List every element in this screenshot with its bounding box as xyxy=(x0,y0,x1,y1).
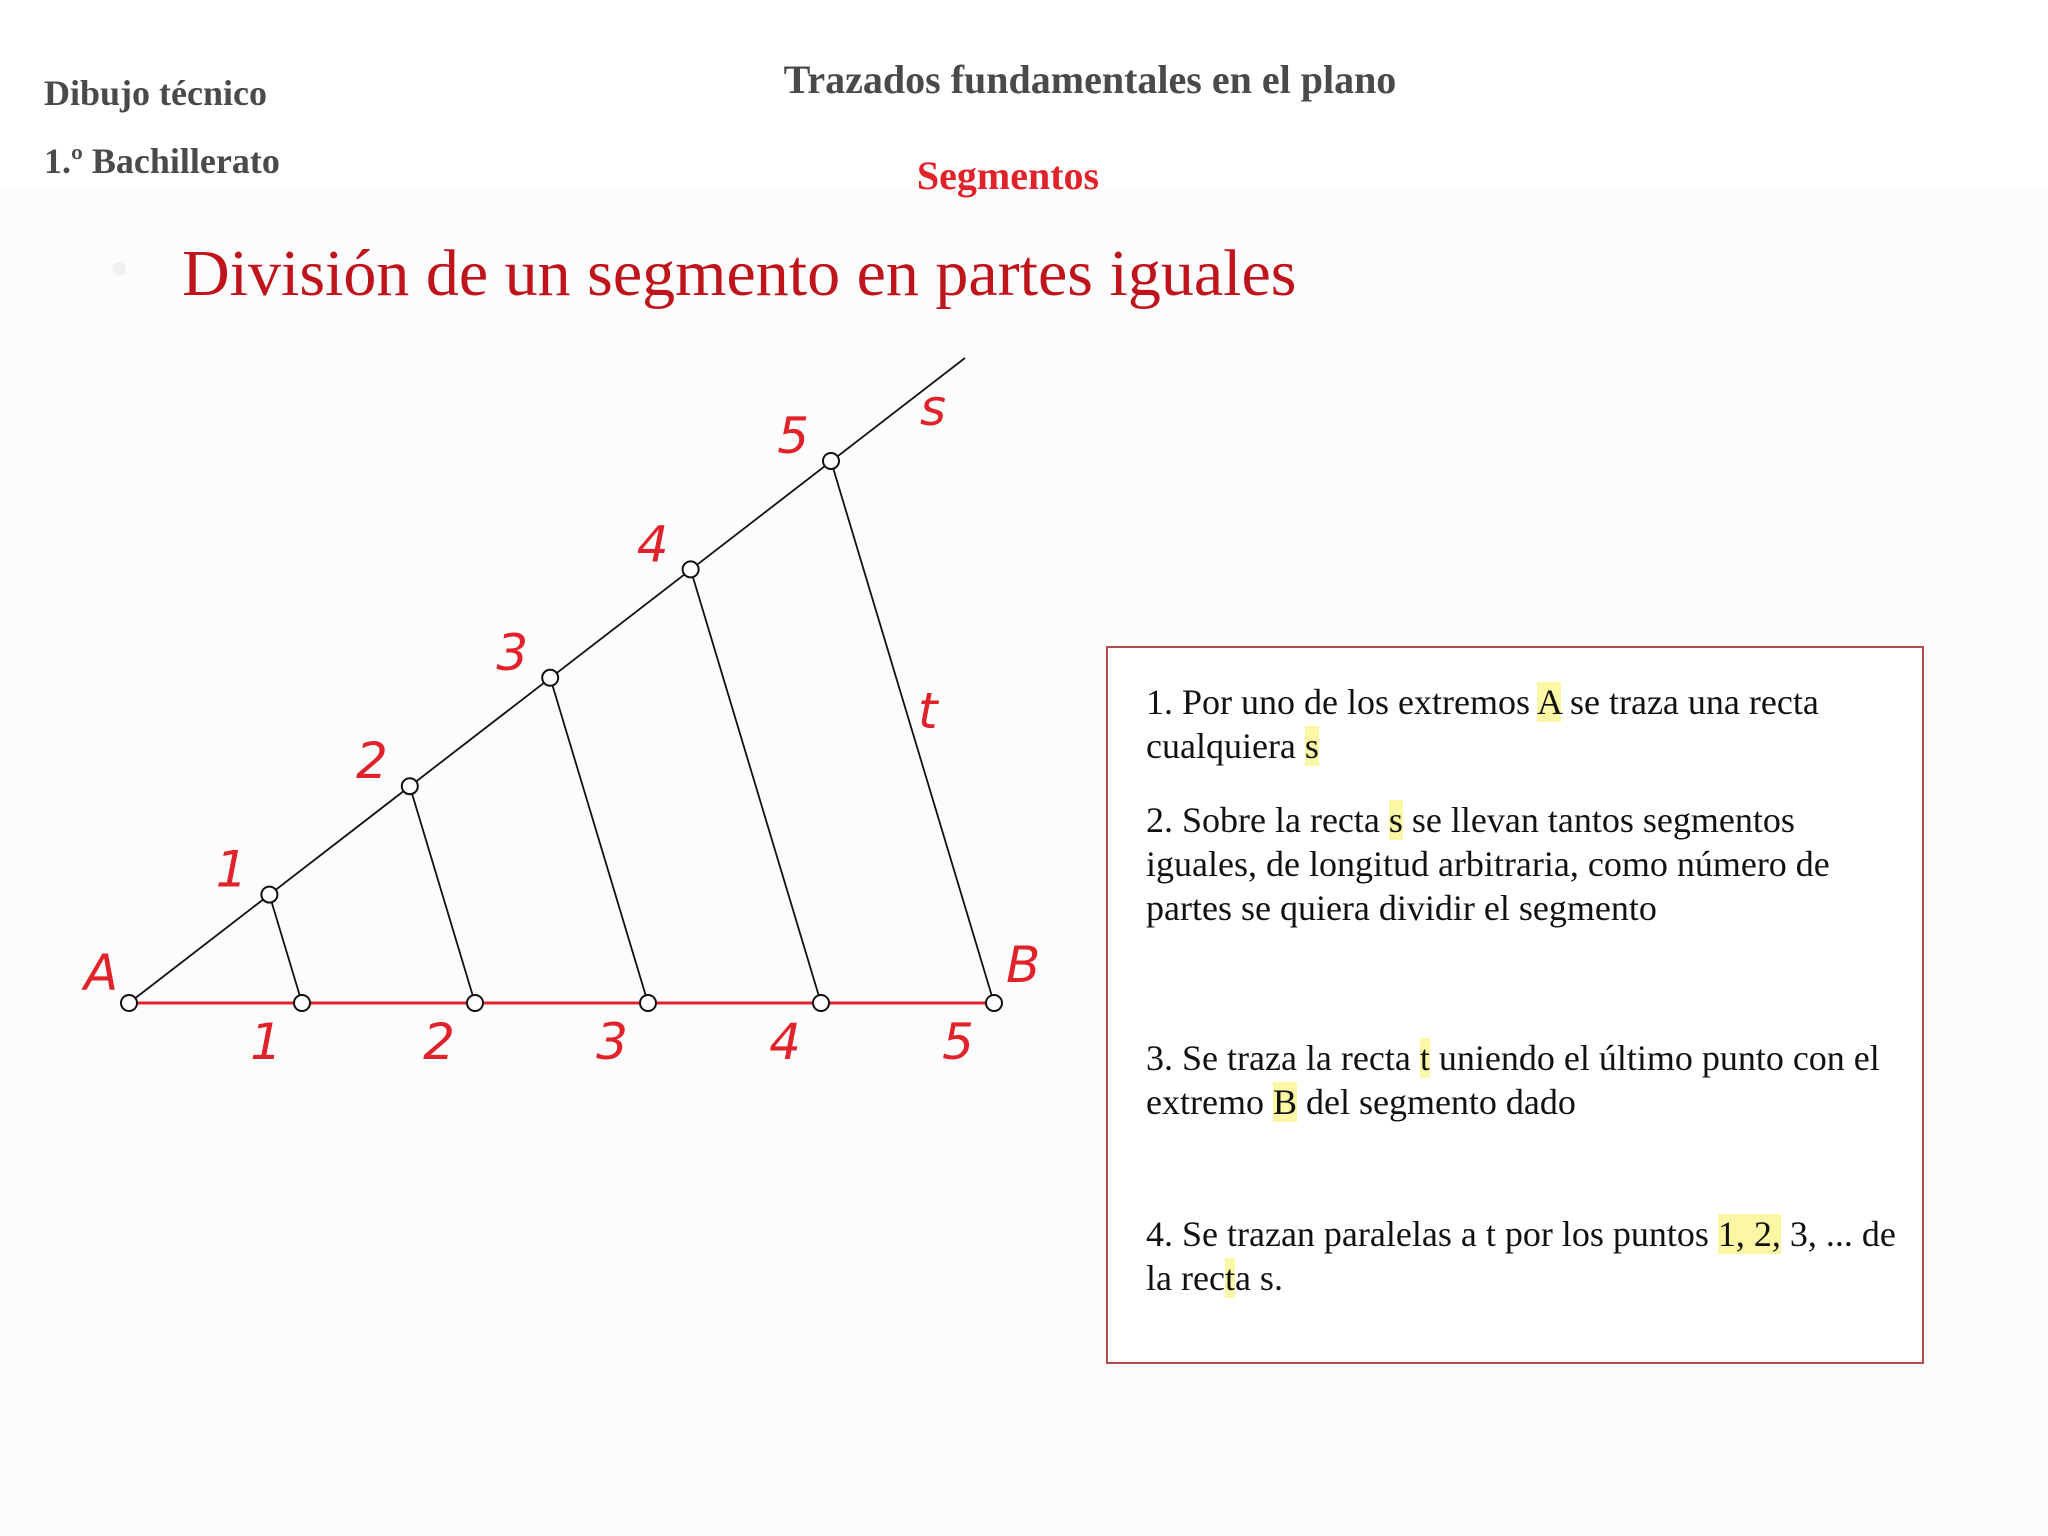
ab-point-labels xyxy=(250,1013,974,1071)
step-text-part: 3. Se traza la recta xyxy=(1146,1038,1420,1078)
ab-point-label-3: 3 xyxy=(596,1013,628,1071)
step-text-part: 2. Sobre la recta xyxy=(1146,800,1389,840)
s-point-4 xyxy=(683,561,699,577)
ab-point-label-1: 1 xyxy=(250,1013,282,1071)
line-t-label: t xyxy=(918,682,938,740)
step-4-text xyxy=(1146,1212,1906,1300)
ab-point-3 xyxy=(640,995,656,1011)
subtopic-title: Segmentos xyxy=(916,153,1100,198)
ab-point-1 xyxy=(294,995,310,1011)
line-t xyxy=(831,461,994,1003)
ab-point-4 xyxy=(813,995,829,1011)
step-text-part: se llevan tantos segmentos iguales, de longitud arbitraria, como número de partes se quiera dividir el segmento xyxy=(1146,800,1830,928)
segment-division-diagram xyxy=(0,0,1100,1120)
slide-heading: División de un segmento en partes iguales xyxy=(182,237,1297,310)
highlighted-text: s xyxy=(1304,726,1319,766)
s-point-label-2: 2 xyxy=(355,732,388,791)
point-a xyxy=(121,995,137,1011)
step-text-part: a s. xyxy=(1234,1258,1283,1298)
s-point-label-4: 4 xyxy=(636,515,669,574)
step-3-text xyxy=(1146,1036,1906,1124)
s-point-5 xyxy=(823,453,839,469)
highlighted-text: A xyxy=(1536,682,1561,722)
s-point-2 xyxy=(402,778,418,794)
s-point-label-1: 1 xyxy=(215,840,248,899)
highlighted-text: 1, 2, xyxy=(1717,1214,1781,1254)
highlighted-text: s xyxy=(1388,800,1403,840)
steps-box xyxy=(1106,646,1924,1364)
step-text-part: 1. Por uno de los extremos xyxy=(1146,682,1537,722)
s-point-label-5: 5 xyxy=(777,407,809,465)
step-1-text xyxy=(1146,680,1906,768)
s-point-1 xyxy=(261,887,277,903)
ab-point-label-2: 2 xyxy=(423,1013,455,1071)
ab-point-2 xyxy=(467,995,483,1011)
ab-point-label-4: 4 xyxy=(769,1013,801,1071)
parallel-line-2 xyxy=(410,786,475,1003)
highlighted-text: B xyxy=(1272,1082,1297,1122)
highlighted-text: t xyxy=(1419,1038,1430,1078)
parallel-line-3 xyxy=(550,678,648,1003)
parallel-line-1 xyxy=(269,895,302,1003)
step-text-part: uniendo el último punto con el extremo xyxy=(1146,1038,1880,1122)
subject-label: Dibujo técnico xyxy=(44,73,267,113)
step-2-text xyxy=(1146,798,1906,930)
step-text-part: 3, ... de la rec xyxy=(1146,1214,1896,1298)
point-b xyxy=(986,995,1002,1011)
parallel-line-4 xyxy=(691,569,821,1003)
division-points xyxy=(121,453,1002,1011)
step-text-part: se traza una recta cualquiera xyxy=(1146,682,1819,766)
s-point-labels xyxy=(216,407,809,899)
step-text-part: 4. Se trazan paralelas a t por los puntos xyxy=(1146,1214,1718,1254)
course-label: 1.º Bachillerato xyxy=(44,141,280,181)
step-text-part: del segmento dado xyxy=(1296,1082,1576,1122)
topic-title: Trazados fundamentales en el plano xyxy=(783,57,1397,102)
highlighted-text: t xyxy=(1224,1258,1235,1298)
ab-point-label-5: 5 xyxy=(942,1013,974,1071)
s-point-3 xyxy=(542,670,558,686)
line-s-label: s xyxy=(920,379,947,437)
point-a-label: A xyxy=(84,944,119,1002)
point-b-label: B xyxy=(1006,936,1041,994)
s-point-label-3: 3 xyxy=(496,623,529,682)
